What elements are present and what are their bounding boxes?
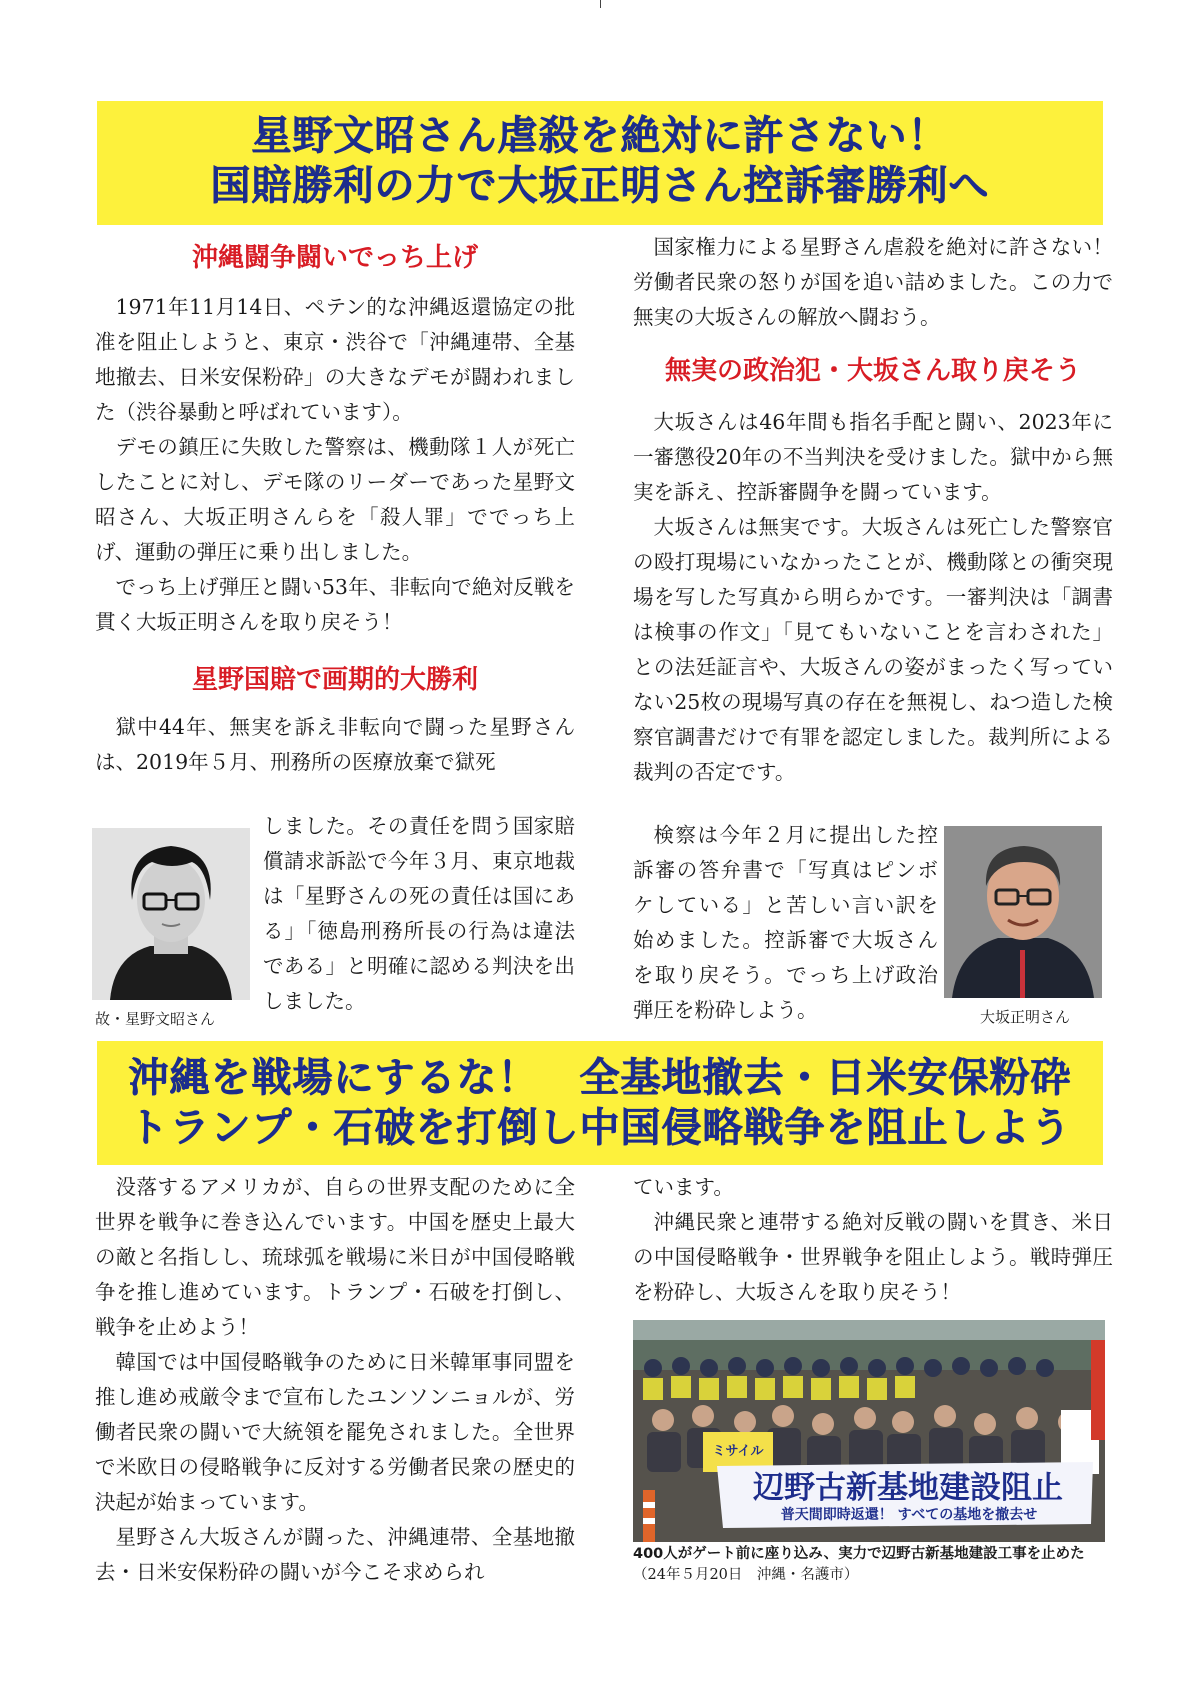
portrait-illustration [944, 826, 1102, 998]
paragraph: 国家権力による星野さん虐殺を絶対に許さない！ 労働者民衆の怒りが国を追い詰めました。この力で無実の大坂さんの解放へ闘おう。 [633, 235, 1134, 329]
protest-caption-bold: 400人がゲート前に座り込み、実力で辺野古新基地建設工事を止めた [633, 1546, 1085, 1562]
subhead-osaka: 無実の政治犯・大坂さん取り戻そう [664, 356, 1081, 386]
paragraph: 没落するアメリカが、自らの世界支配のために全世界を戦争に巻き込んでいます。中国を歴史上最大の敵と名指しし、琉球弧を戦場に米日が中国侵略戦争を推し進めています。トランプ・石破を打倒し、戦争を止めよう！ [95, 1175, 575, 1339]
osaka-photo [944, 826, 1102, 998]
paragraph: 獄中44年、無実を訴え非転向で闘った星野さんは、2019年５月、刑務所の医療放棄で獄死 [95, 715, 575, 774]
subhead-okinawa: 沖縄闘争闘いでっち上げ [191, 243, 478, 273]
paragraph: 大坂さんは46年間も指名手配と闘い、2023年に一審懲役20年の不当判決を受けました。獄中から無実を訴え、控訴審闘争を闘っています。 [633, 410, 1113, 504]
paragraph: 検察は今年２月に提出した控訴審の答弁書で「写真はピンボケしている」と苦しい言い訳を始めました。控訴審で大坂さんを取り戻そう。でっち上げ政治弾圧を粉砕しよう。 [633, 823, 938, 1022]
paragraph: 韓国では中国侵略戦争のために日米韓軍事同盟を推し進め戒厳令まで宣布したユンソンニョルが、労働者民衆の闘いで大統領を罷免されました。全世界で米欧日の侵略戦争に反対する労働者民衆の歴史的決起が始まっています。 [95, 1350, 575, 1514]
headline-line-1: 星野文昭さん虐殺を絶対に許さない！ [251, 113, 949, 159]
paragraph: ています。 [633, 1175, 734, 1199]
hoshino-photo [92, 828, 250, 1000]
crop-mark [600, 0, 601, 8]
paragraph: でっち上げ弾圧と闘い53年、非転向で絶対反戦を貫く大坂正明さんを取り戻そう！ [95, 575, 575, 634]
headline-banner-bottom [97, 1041, 1103, 1165]
headline-line-2: 国賠勝利の力で大坂正明さん控訴審勝利へ [210, 163, 990, 209]
protest-caption-date: （24年５月20日 沖縄・名護市） [633, 1567, 859, 1583]
paragraph: 1971年11月14日、ペテン的な沖縄返還協定の批准を阻止しようと、東京・渋谷で「沖縄連帯、全基地撤去、日米安保粉砕」の大きなデモが闘われました（渋谷暴動と呼ばれています）。 [95, 295, 575, 424]
protest-banner-text: 辺野古新基地建設阻止 [753, 1470, 1063, 1506]
paragraph: 星野さん大坂さんが闘った、沖縄連帯、全基地撤去・日米安保粉砕の闘いが今こそ求められ [95, 1525, 575, 1584]
paragraph: しました。その責任を問う国家賠償請求訴訟で今年３月、東京地裁は「星野さんの死の責任は国にある」「徳島刑務所長の行為は違法である」と明確に認める判決を出しました。 [263, 814, 575, 1013]
right-column-wrap [633, 818, 938, 1028]
paragraph: 大坂さんは無実です。大坂さんは死亡した警察官の殴打現場にいなかったことが、機動隊との衝突現場を写した写真から明らかです。一審判決は「調書は検事の作文」「見てもいないことを言わされた」との法廷証言や、大坂さんの姿がまったく写っていない25枚の現場写真の存在を無視し、ねつ造した検察官調書だけで有罪を認定しました。裁判所による裁判の否定です。 [633, 515, 1113, 784]
osaka-caption: 大坂正明さん [980, 1008, 1071, 1026]
hoshino-caption: 故・星野文昭さん [95, 1010, 216, 1028]
left-column-top [95, 240, 575, 780]
headline-line-1: 沖縄を戦場にするな！ 全基地撤去・日米安保粉砕 [128, 1055, 1072, 1101]
subhead-hoshino-victory: 星野国賠で画期的大勝利 [191, 665, 478, 695]
paragraph: デモの鎮圧に失敗した警察は、機動隊１人が死亡したことに対し、デモ隊のリーダーであった星野文昭さん、大坂正明さんらを「殺人罪」ででっち上げ、運動の弾圧に乗り出しました。 [95, 435, 575, 564]
headline-line-2: トランプ・石破を打倒し中国侵略戦争を阻止しよう [128, 1105, 1072, 1151]
protest-caption [633, 1544, 1105, 1586]
portrait-illustration [92, 828, 250, 1000]
left-column-wrap [263, 809, 575, 1019]
protest-banner-sub: 普天間即時返還！ すべての基地を撤去せ [780, 1507, 1038, 1523]
right-column-top [633, 230, 1134, 790]
headline-banner-top [97, 101, 1103, 225]
protest-sign: ミサイル [712, 1444, 764, 1459]
left-column-bottom [95, 1170, 575, 1590]
paragraph: 沖縄民衆と連帯する絶対反戦の闘いを貫き、米日の中国侵略戦争・世界戦争を阻止しよう。戦時弾圧を粉砕し、大坂さんを取り戻そう！ [633, 1210, 1113, 1304]
protest-photo [633, 1320, 1105, 1542]
right-column-bottom [633, 1170, 1113, 1310]
